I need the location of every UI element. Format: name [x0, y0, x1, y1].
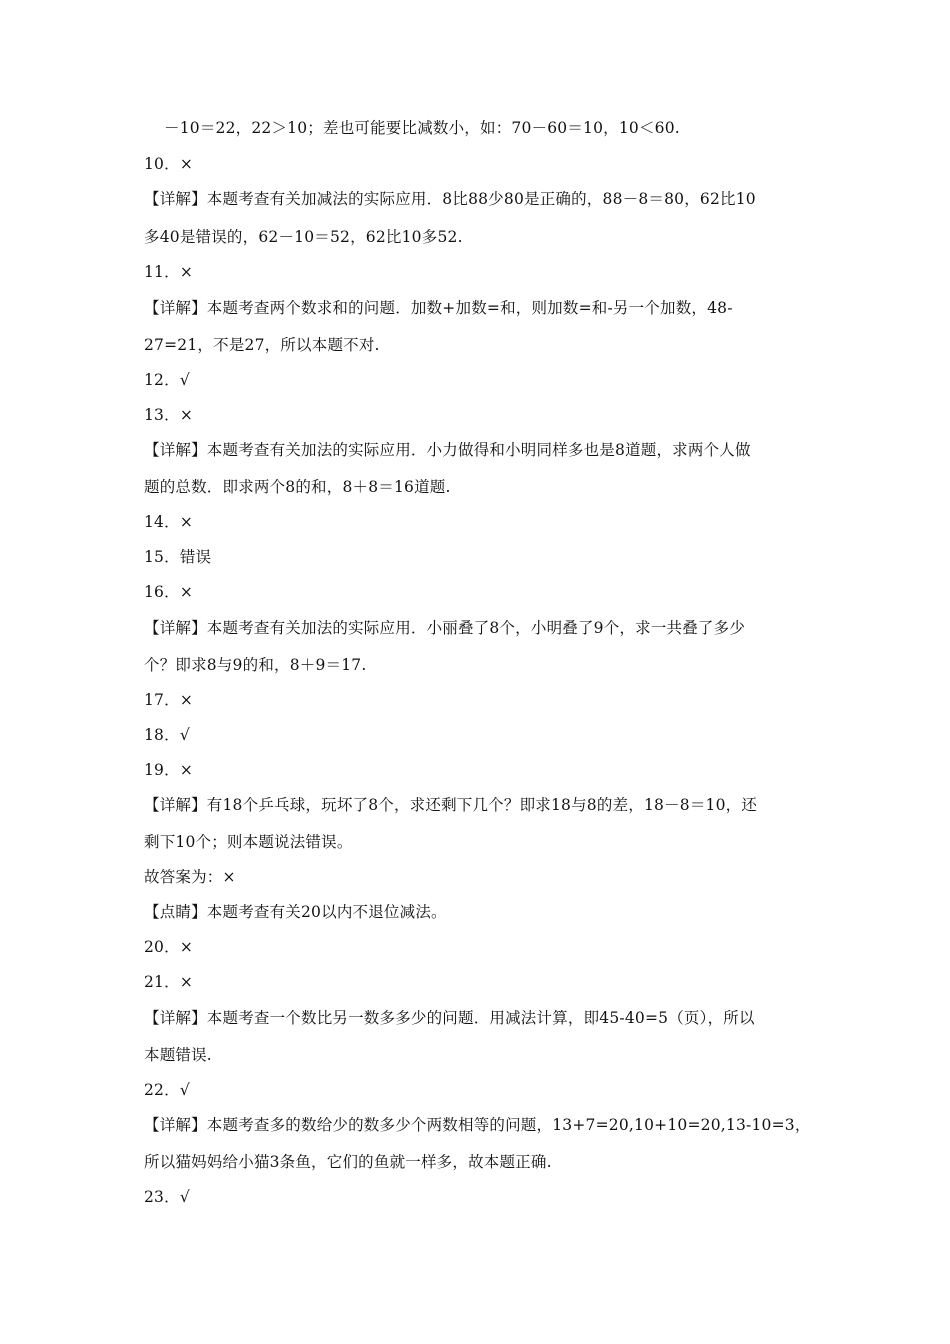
answer-13: 13．× — [144, 406, 194, 424]
note-line: 【点睛】本题考查有关20以内不退位减法。 — [144, 903, 447, 921]
answer-10: 10．× — [144, 155, 194, 173]
answer-23: 23．√ — [144, 1188, 190, 1206]
explanation-line: 多40是错误的，62－10＝52，62比10多52. — [144, 228, 463, 246]
answer-14: 14．× — [144, 513, 194, 531]
answer-21: 21．× — [144, 973, 194, 991]
answer-19: 19．× — [144, 761, 194, 779]
explanation-line: 剩下10个；则本题说法错误。 — [144, 833, 353, 851]
explanation-line: 【详解】本题考查有关加法的实际应用．小力做得和小明同样多也是8道题，求两个人做 — [144, 441, 751, 459]
explanation-line: 【详解】本题考查多的数给少的数多少个两数相等的问题，13+7=20,10+10=20,13-10=3， — [144, 1116, 811, 1134]
final-answer-line: 故答案为：× — [144, 868, 236, 886]
answer-12: 12．√ — [144, 371, 190, 389]
answer-20: 20．× — [144, 938, 194, 956]
answer-17: 17．× — [144, 691, 194, 709]
answer-18: 18．√ — [144, 726, 190, 744]
answer-15: 15．错误 — [144, 548, 212, 566]
answer-16: 16．× — [144, 583, 194, 601]
answer-11: 11．× — [144, 263, 194, 281]
explanation-line: 本题错误. — [144, 1046, 212, 1064]
explanation-line: 【详解】本题考查有关加减法的实际应用．8比88少80是正确的，88－8＝80，62比10 — [144, 190, 756, 208]
explanation-line: 【详解】本题考查两个数求和的问题．加数+加数=和，则加数=和-另一个加数，48- — [144, 299, 733, 317]
answer-22: 22．√ — [144, 1081, 190, 1099]
explanation-line: 题的总数．即求两个8的和，8＋8＝16道题. — [144, 478, 451, 496]
explanation-line: 【详解】本题考查一个数比另一数多多少的问题．用减法计算，即45-40=5（页），所以 — [144, 1009, 755, 1027]
explanation-line: 【详解】本题考查有关加法的实际应用．小丽叠了8个，小明叠了9个，求一共叠了多少 — [144, 619, 746, 637]
explanation-line: 27=21，不是27，所以本题不对. — [144, 336, 380, 354]
text-line: －10＝22，22＞10；差也可能要比减数小，如：70－60＝10，10＜60. — [164, 119, 680, 137]
explanation-line: 所以猫妈妈给小猫3条鱼，它们的鱼就一样多，故本题正确. — [144, 1153, 552, 1171]
explanation-line: 个？即求8与9的和，8＋9＝17. — [144, 656, 367, 674]
explanation-line: 【详解】有18个乒乓球，玩坏了8个，求还剩下几个？即求18与8的差，18－8＝10，还 — [144, 796, 758, 814]
